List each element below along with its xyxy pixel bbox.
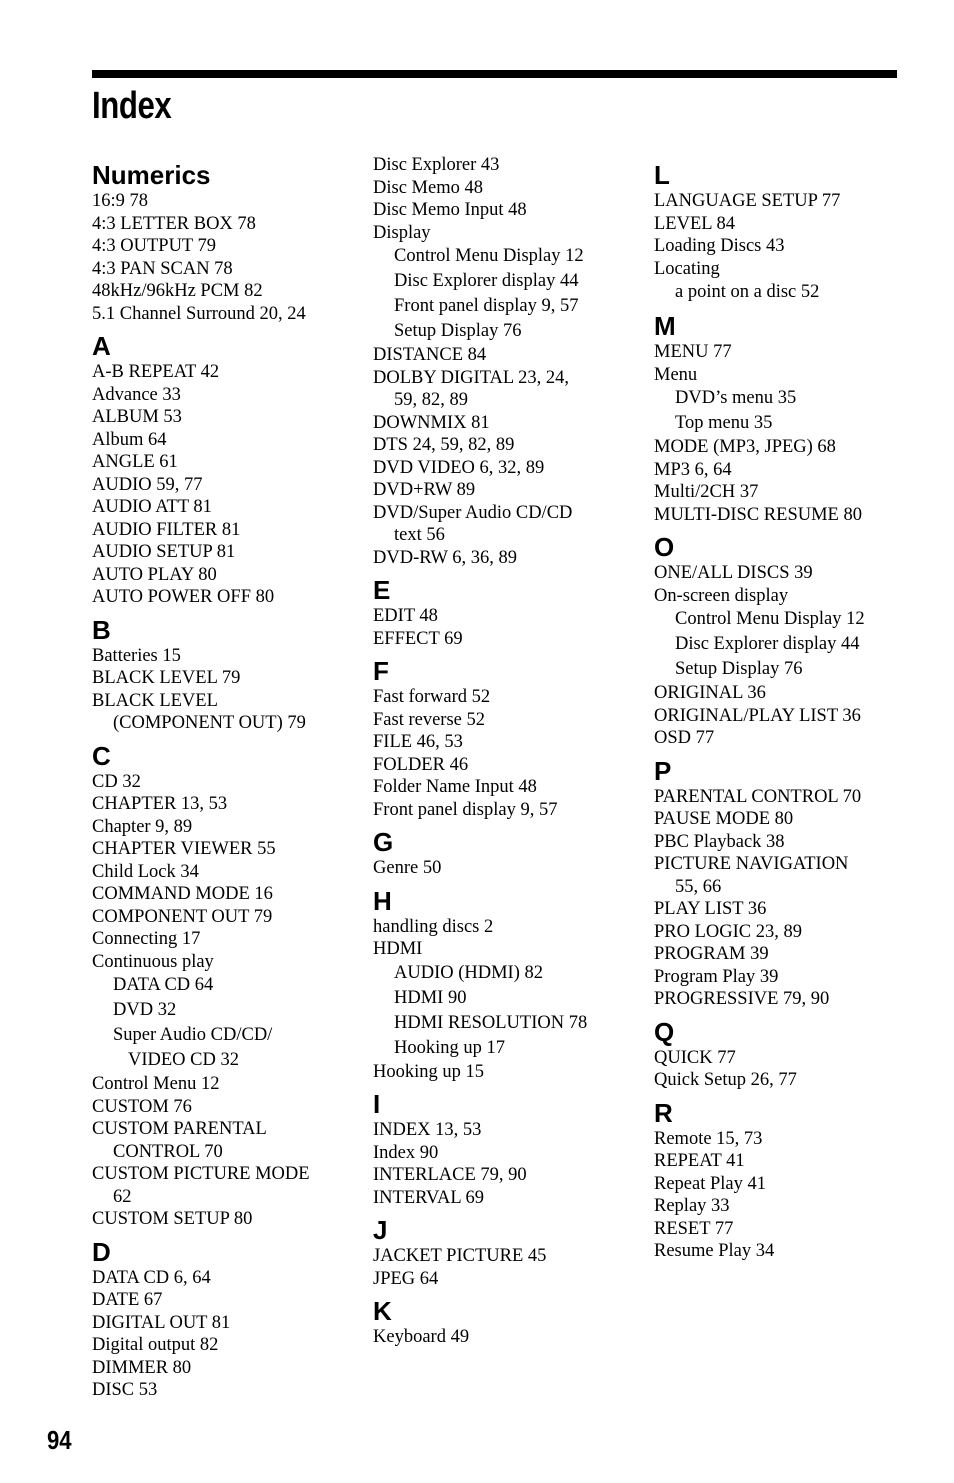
index-entry: INTERLACE 79, 90 [373, 1165, 527, 1185]
index-entry: PARENTAL CONTROL 70 [654, 786, 862, 807]
section-heading: L [654, 160, 670, 190]
section-heading: O [654, 532, 675, 562]
index-entry: Control Menu 12 [92, 1074, 220, 1094]
index-entry: CD 32 [92, 771, 141, 792]
index-entry: AUDIO FILTER 81 [92, 519, 241, 540]
section-heading: K [373, 1296, 392, 1326]
index-entry: CHAPTER VIEWER 55 [92, 839, 276, 859]
index-column-2 [373, 154, 638, 1353]
index-entry: Continuous play [92, 951, 214, 972]
index-entry: 4:3 LETTER BOX 78 [92, 213, 256, 234]
index-entry: DVD VIDEO 6, 32, 89 [373, 457, 545, 478]
index-subentry: HDMI 90 [394, 987, 467, 1008]
index-entry: MULTI-DISC RESUME 80 [654, 504, 862, 525]
index-entry: Front panel display 9, 57 [373, 799, 558, 820]
index-subentry: DVD’s menu 35 [675, 388, 797, 408]
index-entry: COMMAND MODE 16 [92, 884, 273, 904]
index-section [654, 160, 919, 305]
index-section [373, 827, 638, 880]
index-entry: Display [373, 222, 431, 243]
index-entry: OSD 77 [654, 728, 715, 748]
index-entries [373, 857, 638, 880]
index-entry: Digital output 82 [92, 1335, 219, 1355]
index-entries [654, 562, 919, 750]
index-entries [654, 341, 919, 526]
index-entries [654, 1128, 919, 1263]
section-heading: I [373, 1089, 381, 1119]
index-section [373, 656, 638, 821]
index-entry: INDEX 13, 53 [373, 1120, 482, 1140]
index-entry: Album 64 [92, 429, 167, 450]
index-section [92, 741, 357, 1231]
index-entry: On-screen display [654, 585, 789, 606]
section-heading: A [92, 331, 111, 361]
index-entry: 48kHz/96kHz PCM 82 [92, 281, 263, 301]
index-subentry: VIDEO CD 32 [128, 1050, 239, 1070]
index-entry: ORIGINAL 36 [654, 683, 766, 703]
page-title: Index [92, 85, 172, 127]
index-entry: RESET 77 [654, 1218, 734, 1239]
index-section [373, 154, 638, 569]
index-entry: INTERVAL 69 [373, 1187, 485, 1208]
index-subentry: Front panel display 9, 57 [394, 296, 579, 316]
index-subentry: 59, 82, 89 [394, 390, 468, 410]
index-entry: ORIGINAL/PLAY LIST 36 [654, 705, 861, 726]
index-entry: AUDIO SETUP 81 [92, 542, 236, 562]
index-entry: Disc Memo 48 [373, 177, 483, 198]
index-entries [373, 154, 638, 569]
index-entry: PAUSE MODE 80 [654, 809, 794, 829]
index-entry: MP3 6, 64 [654, 459, 732, 480]
index-entry: CUSTOM 76 [92, 1096, 192, 1117]
index-entry: DIGITAL OUT 81 [92, 1312, 231, 1333]
index-section [92, 1237, 357, 1402]
index-entry: Remote 15, 73 [654, 1128, 763, 1149]
section-heading: P [654, 755, 672, 786]
index-entry: COMPONENT OUT 79 [92, 906, 273, 927]
index-entry: 4:3 PAN SCAN 78 [92, 258, 233, 279]
index-entry: Genre 50 [373, 858, 442, 878]
index-entry: DTS 24, 59, 82, 89 [373, 435, 515, 455]
index-entry: Chapter 9, 89 [92, 816, 193, 837]
index-section [373, 1215, 638, 1290]
index-column-1 [92, 154, 357, 1406]
index-entry: BLACK LEVEL 79 [92, 668, 241, 688]
index-entry: DATA CD 6, 64 [92, 1267, 211, 1288]
index-section [92, 615, 357, 735]
index-entry: Disc Explorer 43 [373, 155, 500, 175]
index-entry: Keyboard 49 [373, 1327, 470, 1347]
index-entry: DIMMER 80 [92, 1357, 192, 1378]
index-entry: Folder Name Input 48 [373, 777, 537, 797]
index-entry: DVD+RW 89 [373, 480, 476, 500]
index-entry: PROGRAM 39 [654, 944, 769, 964]
index-entry: Hooking up 15 [373, 1061, 484, 1082]
index-entry: Loading Discs 43 [654, 236, 785, 256]
index-entry: Connecting 17 [92, 929, 201, 949]
index-entry: REPEAT 41 [654, 1151, 745, 1171]
index-column-3 [654, 154, 919, 1267]
index-entries [373, 1119, 638, 1209]
index-section [654, 532, 919, 750]
index-entry: DOLBY DIGITAL 23, 24, [373, 367, 569, 388]
index-entry: ALBUM 53 [92, 407, 182, 427]
index-entry: DOWNMIX 81 [373, 412, 490, 433]
index-entry: CUSTOM PICTURE MODE [92, 1164, 310, 1184]
index-entry: DATE 67 [92, 1290, 163, 1310]
index-entry: Disc Memo Input 48 [373, 200, 527, 220]
index-subentry: (COMPONENT OUT) 79 [113, 713, 306, 733]
index-entry: Repeat Play 41 [654, 1173, 767, 1194]
index-subentry: 55, 66 [675, 876, 722, 897]
index-entry: 16:9 78 [92, 191, 149, 211]
index-section [373, 1089, 638, 1209]
index-entry: JACKET PICTURE 45 [373, 1246, 547, 1266]
index-entry: Fast forward 52 [373, 687, 491, 707]
index-section [654, 1017, 919, 1092]
index-entry: Fast reverse 52 [373, 709, 485, 730]
index-subentry: Hooking up 17 [394, 1037, 505, 1058]
index-subentry: a point on a disc 52 [675, 282, 820, 302]
index-entry: EDIT 48 [373, 606, 438, 626]
index-entries [373, 605, 638, 650]
index-entry: HDMI [373, 939, 423, 959]
index-entries [654, 190, 919, 305]
index-entries [654, 786, 919, 1011]
index-section [92, 331, 357, 609]
index-entry: CHAPTER 13, 53 [92, 794, 228, 814]
index-entries [92, 361, 357, 609]
index-entry: QUICK 77 [654, 1047, 736, 1068]
index-entry: LANGUAGE SETUP 77 [654, 191, 841, 211]
index-entries [92, 1267, 357, 1402]
index-entries [92, 190, 357, 325]
index-subentry: DATA CD 64 [113, 975, 214, 995]
section-heading: M [654, 311, 676, 341]
index-entries [373, 916, 638, 1084]
index-entry: DISC 53 [92, 1380, 158, 1400]
index-entry: Replay 33 [654, 1196, 730, 1216]
index-entry: Advance 33 [92, 384, 181, 405]
index-entries [373, 1326, 638, 1349]
index-entry: Resume Play 34 [654, 1241, 775, 1261]
index-entries [654, 1047, 919, 1092]
index-subentry: text 56 [394, 525, 445, 545]
index-entry: FILE 46, 53 [373, 732, 463, 752]
index-entry: Quick Setup 26, 77 [654, 1070, 797, 1090]
index-subentry: Super Audio CD/CD/ [113, 1025, 273, 1045]
section-heading: G [373, 827, 394, 857]
index-subentry: HDMI RESOLUTION 78 [394, 1012, 588, 1033]
index-entry: PROGRESSIVE 79, 90 [654, 989, 830, 1009]
index-entry: AUTO POWER OFF 80 [92, 587, 275, 607]
section-heading: C [92, 740, 111, 771]
index-entry: CUSTOM SETUP 80 [92, 1209, 253, 1229]
index-entry: Locating [654, 258, 720, 279]
section-heading: J [373, 1215, 388, 1245]
index-subentry: Disc Explorer display 44 [675, 634, 860, 654]
index-subentry: Setup Display 76 [394, 321, 522, 341]
index-entry: Multi/2CH 37 [654, 482, 759, 502]
index-subentry: 62 [113, 1186, 132, 1207]
index-entry: A-B REPEAT 42 [92, 362, 220, 382]
index-entry: Batteries 15 [92, 645, 181, 666]
index-entry: MENU 77 [654, 342, 732, 362]
index-entry: DVD-RW 6, 36, 89 [373, 547, 518, 568]
index-subentry: CONTROL 70 [113, 1141, 223, 1162]
index-section [654, 1098, 919, 1263]
index-entry: LEVEL 84 [654, 213, 736, 234]
index-entry: DVD/Super Audio CD/CD [373, 502, 573, 523]
index-entry: FOLDER 46 [373, 754, 469, 775]
section-heading: R [654, 1097, 673, 1128]
section-heading: Q [654, 1016, 675, 1047]
index-entry: handling discs 2 [373, 916, 494, 937]
section-heading: E [373, 575, 391, 605]
index-subentry: AUDIO (HDMI) 82 [394, 962, 544, 983]
section-heading: B [92, 614, 111, 645]
index-section [654, 756, 919, 1011]
index-entry: PLAY LIST 36 [654, 899, 767, 919]
index-subentry: DVD 32 [113, 1000, 177, 1020]
index-subentry: Top menu 35 [675, 413, 773, 433]
index-entry: Child Lock 34 [92, 861, 199, 882]
index-section [654, 311, 919, 526]
index-subentry: Disc Explorer display 44 [394, 271, 579, 291]
section-heading: Numerics [92, 160, 211, 190]
index-entry: CUSTOM PARENTAL [92, 1119, 267, 1139]
index-entry: Index 90 [373, 1142, 439, 1163]
index-entries [373, 686, 638, 821]
index-entry: 5.1 Channel Surround 20, 24 [92, 303, 306, 324]
index-entry: EFFECT 69 [373, 628, 463, 649]
index-entry: DISTANCE 84 [373, 345, 487, 365]
index-entries [92, 645, 357, 735]
index-entry: BLACK LEVEL [92, 690, 218, 711]
index-entry: JPEG 64 [373, 1268, 439, 1289]
index-entry: ANGLE 61 [92, 452, 178, 472]
section-heading: D [92, 1236, 111, 1267]
index-entry: AUDIO 59, 77 [92, 474, 203, 495]
index-entry: Menu [654, 364, 698, 385]
index-entries [92, 771, 357, 1231]
index-entry: AUDIO ATT 81 [92, 497, 212, 517]
index-section [373, 1296, 638, 1349]
index-entry: MODE (MP3, JPEG) 68 [654, 437, 836, 457]
index-subentry: Control Menu Display 12 [394, 246, 584, 266]
index-entry: PRO LOGIC 23, 89 [654, 921, 803, 942]
section-heading: F [373, 656, 389, 686]
section-heading: H [373, 885, 392, 916]
index-entry: PICTURE NAVIGATION [654, 854, 849, 874]
index-subentry: Control Menu Display 12 [675, 609, 865, 629]
header-rule [92, 70, 897, 78]
index-entry: PBC Playback 38 [654, 831, 785, 852]
index-entry: ONE/ALL DISCS 39 [654, 563, 813, 583]
index-entries [373, 1245, 638, 1290]
index-entry: 4:3 OUTPUT 79 [92, 236, 217, 256]
index-subentry: Setup Display 76 [675, 659, 803, 679]
index-section [373, 575, 638, 650]
index-section [373, 886, 638, 1084]
index-entry: AUTO PLAY 80 [92, 564, 217, 585]
page-number: 94 [47, 1425, 72, 1455]
index-entry: Program Play 39 [654, 966, 779, 987]
index-section [92, 160, 357, 325]
